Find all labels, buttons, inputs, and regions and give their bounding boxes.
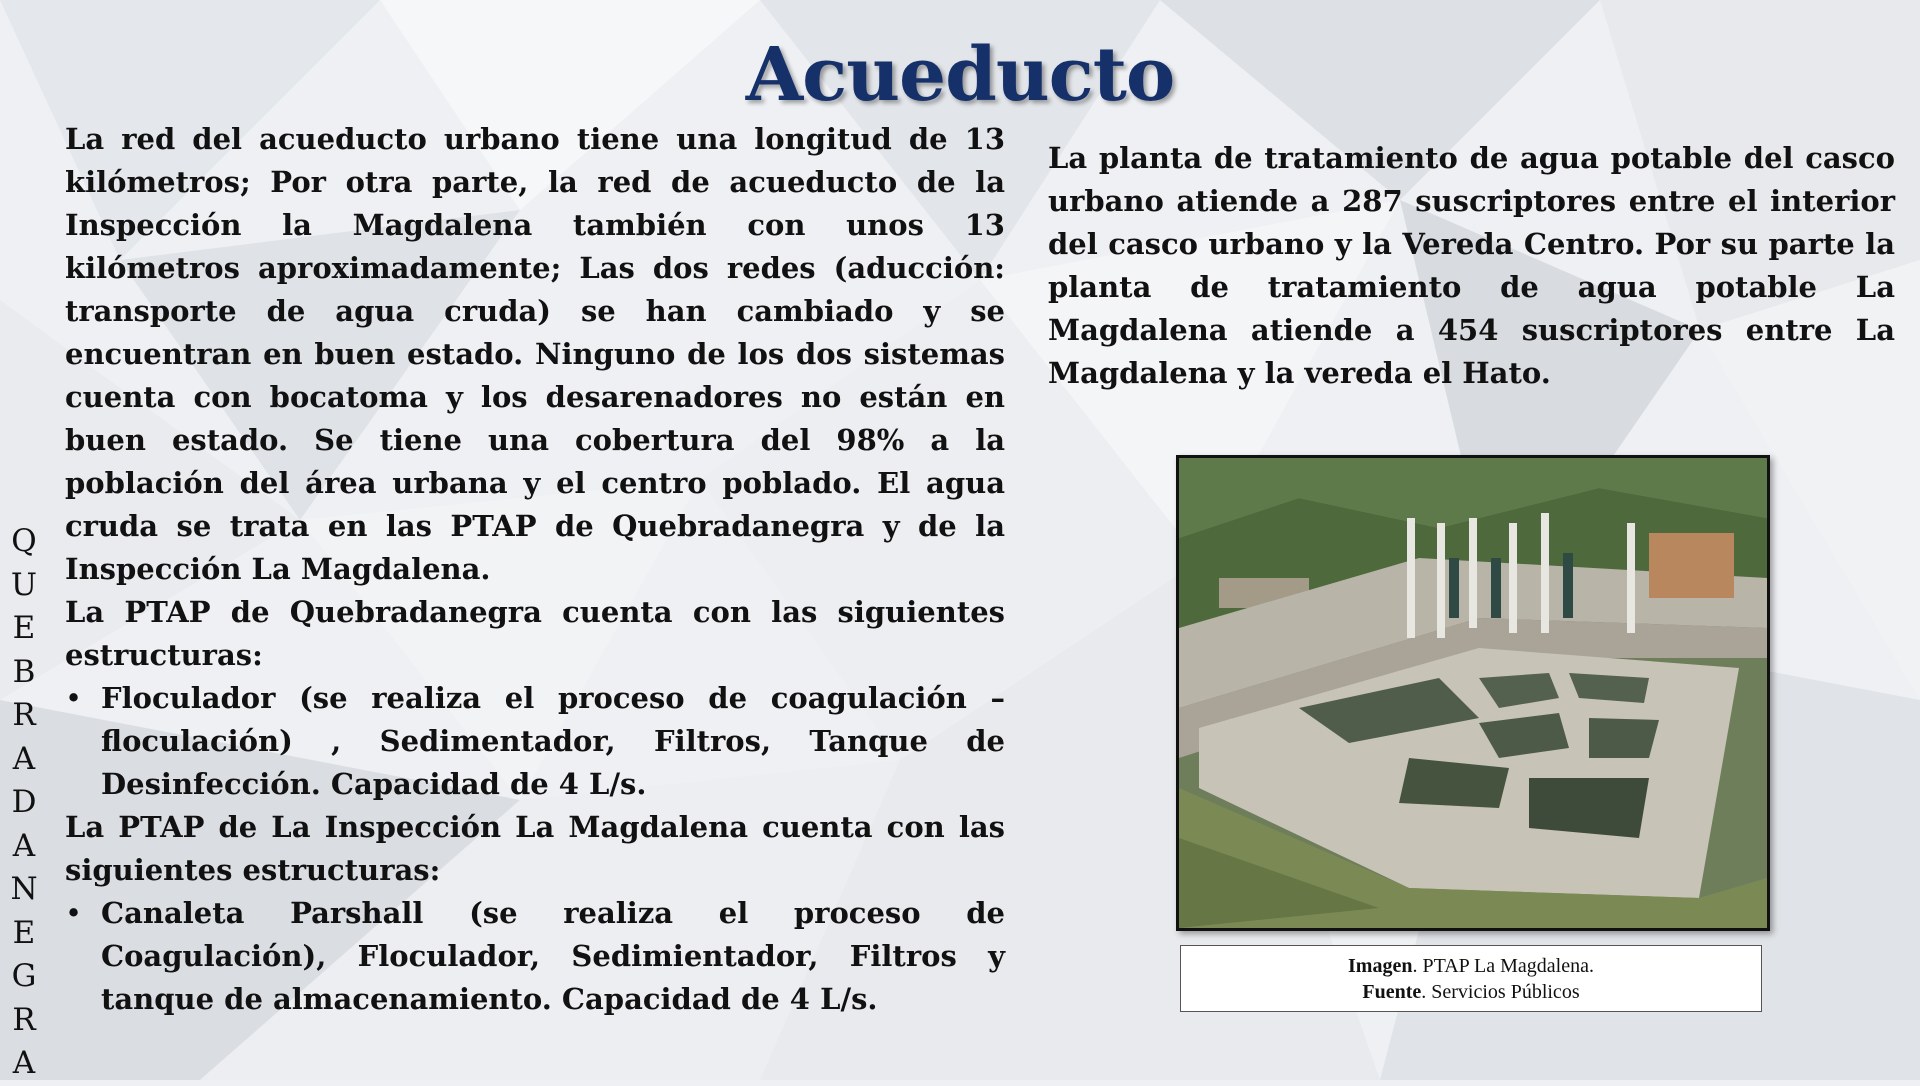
caption-image-label: Imagen (1348, 955, 1413, 977)
right-text-column (1048, 137, 1895, 395)
paragraph-ptap-magdalena: La PTAP de La Inspección La Magdalena cuenta con las siguientes estructuras: (65, 810, 1005, 887)
plant-photo (1176, 455, 1770, 931)
vertical-letter: A (12, 1045, 36, 1081)
paragraph-network: La red del acueducto urbano tiene una longitud de 13 kilómetros; Por otra parte, la red de acueducto de la Inspección la Magdalena también con unos 13 kilómetros aproximadamente; Las dos redes (aducción: transporte de agua cruda) se han cambiado y se encuentran en buen estado. Ninguno de los dos sistemas cuenta con bocatoma y los desarenadores no están en buen estado. Se tiene una cobertura del 98% a la población del área urbana y el centro poblado. El agua cruda se trata en las PTAP de Quebradanegra y de la Inspección La Magdalena. (65, 122, 1005, 586)
vertical-letter: A (12, 827, 36, 864)
vertical-letter: N (10, 871, 38, 907)
vertical-letter: B (12, 653, 36, 690)
vertical-letter: Q (11, 523, 37, 559)
caption-source-label: Fuente (1362, 981, 1422, 1003)
vertical-letter: G (11, 958, 37, 994)
list-item: • Floculador (se realiza el proceso de coagulación – floculación) , Sedimentador, Filtros, Tanque de Desinfección. Capacidad de 4 L/s. (101, 677, 1005, 806)
vertical-letter: A (12, 740, 36, 777)
vertical-letter: R (12, 1001, 36, 1038)
vertical-letter: E (12, 914, 36, 951)
list-quebradanegra-structures (65, 677, 1005, 806)
left-text-column (65, 118, 1005, 1021)
caption-source-text: . Servicios Públicos (1421, 981, 1580, 1003)
vertical-letter: E (12, 610, 36, 646)
paragraph-ptap-quebradanegra: La PTAP de Quebradanegra cuenta con las siguientes estructuras: (65, 595, 1005, 672)
vertical-letter: R (12, 697, 36, 733)
list-magdalena-structures (65, 892, 1005, 1021)
vertical-letter: D (11, 784, 37, 820)
page-title: Acueducto (745, 32, 1175, 118)
caption-image-text: . PTAP La Magdalena. (1412, 955, 1594, 977)
list-item: • Canaleta Parshall (se realiza el proceso de Coagulación), Floculador, Sedimientador, Filtros y tanque de almacenamiento. Capacidad de 4 L/s. (101, 892, 1005, 1021)
vertical-letter: U (10, 566, 38, 603)
photo-caption (1180, 945, 1762, 1012)
caption-source-line (1181, 979, 1761, 1005)
caption-image-line (1181, 953, 1761, 979)
vertical-label (8, 520, 40, 1086)
paragraph-subscribers: La planta de tratamiento de agua potable del casco urbano atiende a 287 suscriptores entre el interior del casco urbano y la Vereda Centro. Por su parte la planta de tratamiento de agua potable La Magdalena atiende a 454 suscriptores entre La Magdalena y la vereda el Hato. (1048, 141, 1895, 390)
